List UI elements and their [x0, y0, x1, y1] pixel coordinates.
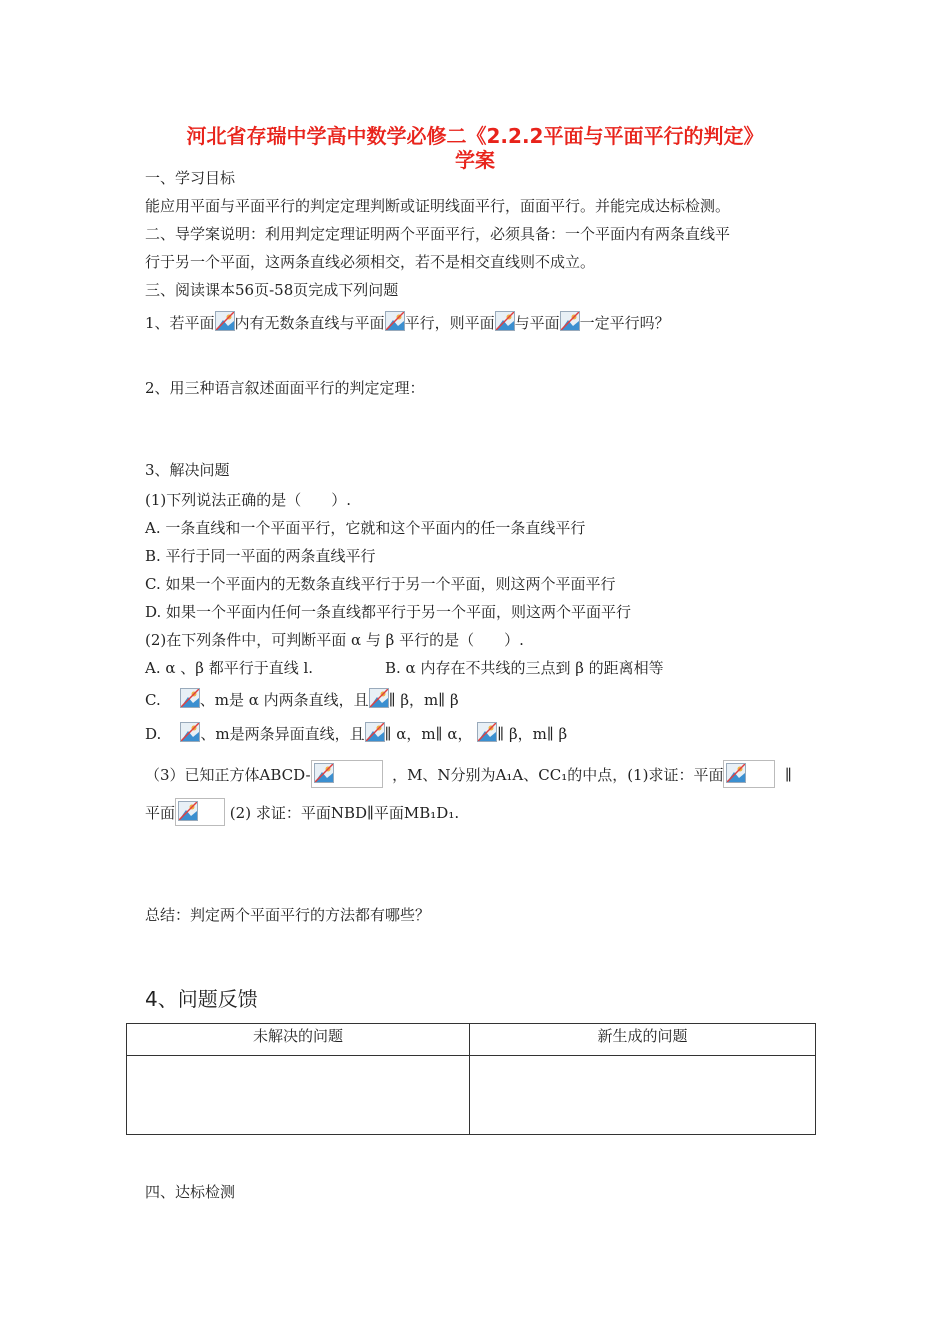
document-title [120, 124, 830, 172]
table-header-row [127, 1024, 816, 1056]
broken-image-icon [178, 801, 198, 821]
broken-image-icon [726, 763, 746, 783]
option-c-label: C. [145, 691, 161, 709]
part3-text-e: (2) 求证：平面NBD∥平面MB₁D₁. [229, 804, 460, 822]
title-line-1: 河北省存瑞中学高中数学必修二《2.2.2平面与平面平行的判定》 [186, 124, 764, 148]
question-2: 2、用三种语言叙述面面平行的判定定理： [145, 379, 425, 397]
q1-text-c: 平行，则平面 [404, 314, 495, 332]
q1-text-d: 与平面 [514, 314, 560, 332]
new-question-cell[interactable] [470, 1056, 816, 1135]
q1-text-b: 内有无数条直线与平面 [234, 314, 385, 332]
part3-text-a: （3）已知正方体ABCD- [145, 766, 311, 784]
summary: 总结：判定两个平面平行的方法都有哪些？ [145, 906, 431, 924]
broken-image-icon [365, 722, 385, 742]
col-unresolved-header: 未解决的问题 [127, 1024, 470, 1056]
broken-image-icon [560, 311, 580, 331]
section-3-heading: 三、阅读课本56页-58页完成下列问题 [145, 281, 399, 299]
q3-part2-option-a: A. α 、β 都平行于直线 l. [145, 659, 314, 677]
q3-part1-stem: (1)下列说法正确的是（ ）. [145, 491, 352, 509]
broken-image-icon [495, 311, 515, 331]
part3-parallel: ∥ [785, 766, 792, 784]
col-new-header: 新生成的问题 [470, 1024, 816, 1056]
image-placeholder [311, 760, 383, 788]
unresolved-cell[interactable] [127, 1056, 470, 1135]
broken-image-icon [477, 722, 497, 742]
q3-part3-line-2 [145, 798, 459, 826]
section-2-line-2: 行于另一个平面，这两条直线必须相交，若不是相交直线则不成立。 [145, 253, 596, 271]
option-d-end: ∥ β，m∥ β [497, 725, 568, 743]
section-2-line-1: 二、导学案说明：利用判定定理证明两个平面平行，必须具备：一个平面内有两条直线平 [145, 225, 731, 243]
part3-text-b: ，M、N分别为A₁A、CC₁的中点，(1)求证：平面 [392, 766, 724, 784]
q3-part1-option-b: B. 平行于同一平面的两条直线平行 [145, 547, 376, 565]
q1-text-a: 1、若平面 [145, 314, 215, 332]
section-1-body: 能应用平面与平面平行的判定定理判断或证明线面平行，面面平行。并能完成达标检测。 [145, 197, 731, 215]
option-d-text: 、m是两条异面直线，且 [200, 725, 365, 743]
question-4-heading: 4、问题反馈 [145, 987, 258, 1011]
q3-part1-option-c: C. 如果一个平面内的无数条直线平行于另一个平面，则这两个平面平行 [145, 575, 616, 593]
q3-part3-line-1 [145, 760, 792, 788]
q3-part2-stem: (2)在下列条件中，可判断平面 α 与 β 平行的是（ ）. [145, 631, 524, 649]
broken-image-icon [369, 688, 389, 708]
broken-image-icon [180, 722, 200, 742]
feedback-table [126, 1023, 816, 1135]
question-3-heading: 3、解决问题 [145, 461, 230, 479]
image-placeholder [175, 798, 225, 826]
section-1-heading: 一、学习目标 [145, 169, 236, 187]
option-c-text: 、m是 α 内两条直线，且 [199, 691, 369, 709]
q3-part2-option-d [145, 722, 567, 744]
broken-image-icon [385, 311, 405, 331]
q3-part1-option-d: D. 如果一个平面内任何一条直线都平行于另一个平面，则这两个平面平行 [145, 603, 632, 621]
section-4-heading: 四、达标检测 [145, 1183, 236, 1201]
image-placeholder [723, 760, 775, 788]
q3-part2-option-c [145, 688, 459, 710]
table-row [127, 1056, 816, 1135]
part3-text-d: 平面 [145, 804, 176, 822]
broken-image-icon [215, 311, 235, 331]
option-c-end: ∥ β，m∥ β [388, 691, 459, 709]
broken-image-icon [314, 763, 334, 783]
question-1 [145, 311, 670, 333]
title-line-2: 学案 [455, 148, 495, 172]
option-d-label: D. [145, 725, 162, 743]
broken-image-icon [180, 688, 200, 708]
option-d-text-2: ∥ α，m∥ α， [384, 725, 473, 743]
q3-part1-option-a: A. 一条直线和一个平面平行，它就和这个平面内的任一条直线平行 [145, 519, 586, 537]
q3-part2-option-b: B. α 内存在不共线的三点到 β 的距离相等 [385, 659, 664, 677]
q1-text-e: 一定平行吗？ [579, 314, 670, 332]
